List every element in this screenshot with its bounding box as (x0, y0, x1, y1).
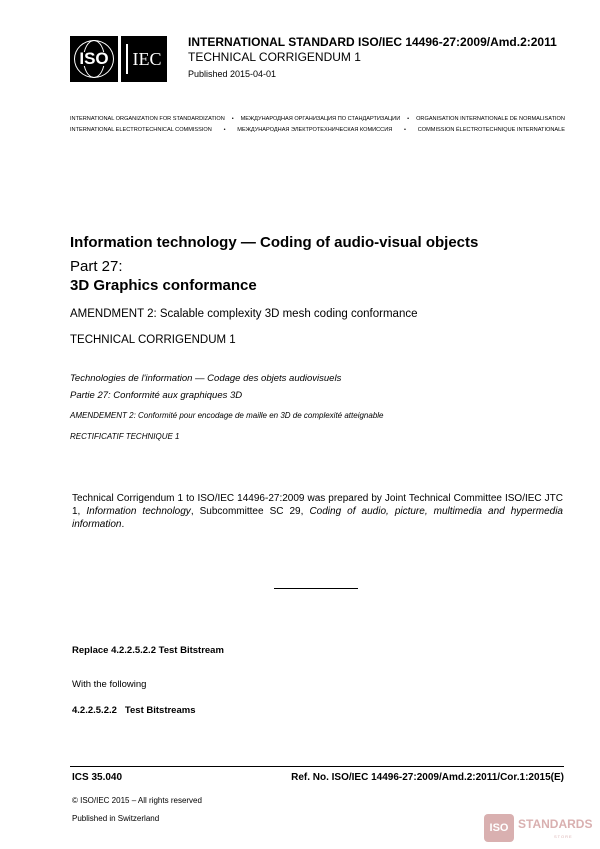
copyright: © ISO/IEC 2015 – All rights reserved (72, 796, 202, 805)
clause-number: 4.2.2.5.2.2 (72, 705, 117, 716)
organizations-row-1 (70, 116, 565, 122)
preparation-paragraph (72, 492, 563, 531)
org-name: МЕЖДУНАРОДНАЯ ЭЛЕКТРОТЕХНИЧЕСКАЯ КОМИССИЯ (237, 127, 393, 133)
footer-rule (70, 766, 564, 767)
french-part: Partie 27: Conformité aux graphiques 3D (70, 390, 243, 401)
org-name: ORGANISATION INTERNATIONALE DE NORMALISATION (416, 116, 565, 122)
replace-instruction: Replace 4.2.2.5.2.2 Test Bitstream (72, 645, 224, 656)
with-following: With the following (72, 679, 147, 690)
part-title: 3D Graphics conformance (70, 277, 257, 294)
reference-number: Ref. No. ISO/IEC 14496-27:2009/Amd.2:2011/Cor.1:2015(E) (291, 772, 564, 783)
org-name: INTERNATIONAL ORGANIZATION FOR STANDARDIZATION (70, 116, 225, 122)
para-text: , Subcommittee SC 29, (190, 506, 310, 517)
published-date: Published 2015-04-01 (188, 69, 277, 79)
iec-bar-icon (126, 44, 128, 74)
part-label: Part 27: (70, 258, 123, 275)
org-name: INTERNATIONAL ELECTROTECHNICAL COMMISSION (70, 127, 212, 133)
para-italic: Coding of audio, picture, multimedia and hypermedia information (72, 506, 563, 530)
watermark (484, 814, 596, 846)
org-name: МЕЖДУНАРОДНАЯ ОРГАНИЗАЦИЯ ПО СТАНДАРТИЗАЦИИ (240, 116, 401, 122)
iec-logo-text: IEC (132, 48, 162, 69)
published-in: Published in Switzerland (72, 814, 160, 823)
corrigendum-title: TECHNICAL CORRIGENDUM 1 (70, 334, 236, 346)
ics-code: ICS 35.040 (72, 772, 123, 783)
para-italic: Information technology (86, 506, 191, 517)
watermark-badge: ISO (484, 814, 514, 842)
watermark-store: STORE (554, 834, 573, 839)
bullet: • (407, 116, 410, 122)
standard-subtitle: TECHNICAL CORRIGENDUM 1 (188, 50, 361, 64)
bullet: • (223, 127, 226, 133)
bullet: • (231, 116, 234, 122)
iso-logo (70, 36, 118, 82)
organizations-row-2 (70, 127, 565, 133)
french-rectificatif: RECTIFICATIF TECHNIQUE 1 (70, 432, 180, 441)
para-text: . (121, 519, 125, 530)
bullet: • (404, 127, 406, 133)
watermark-text: STANDARDS (518, 817, 593, 831)
clause-heading (72, 705, 195, 716)
amendment-title: AMENDMENT 2: Scalable complexity 3D mesh coding conformance (70, 308, 418, 320)
iec-logo (121, 36, 167, 82)
iso-logo-text: ISO (79, 49, 109, 68)
org-name: COMMISSION ÉLECTROTECHNIQUE INTERNATIONALE (417, 127, 565, 133)
clause-title: Test Bitstreams (124, 705, 196, 716)
french-title: Technologies de l'information — Codage des objets audiovisuels (70, 373, 342, 384)
divider (274, 588, 358, 589)
main-title: Information technology — Coding of audio-visual objects (70, 234, 479, 251)
standard-title: INTERNATIONAL STANDARD ISO/IEC 14496-27:2009/Amd.2:2011 (188, 35, 557, 49)
para-text: Technical Corrigendum 1 to ISO/IEC 14496-27:2009 was prepared by Joint Technical Committee ISO/IEC JTC 1, (72, 493, 563, 517)
french-amendment: AMENDEMENT 2: Conformité pour encodage de maille en 3D de complexité atteignable (70, 411, 384, 420)
